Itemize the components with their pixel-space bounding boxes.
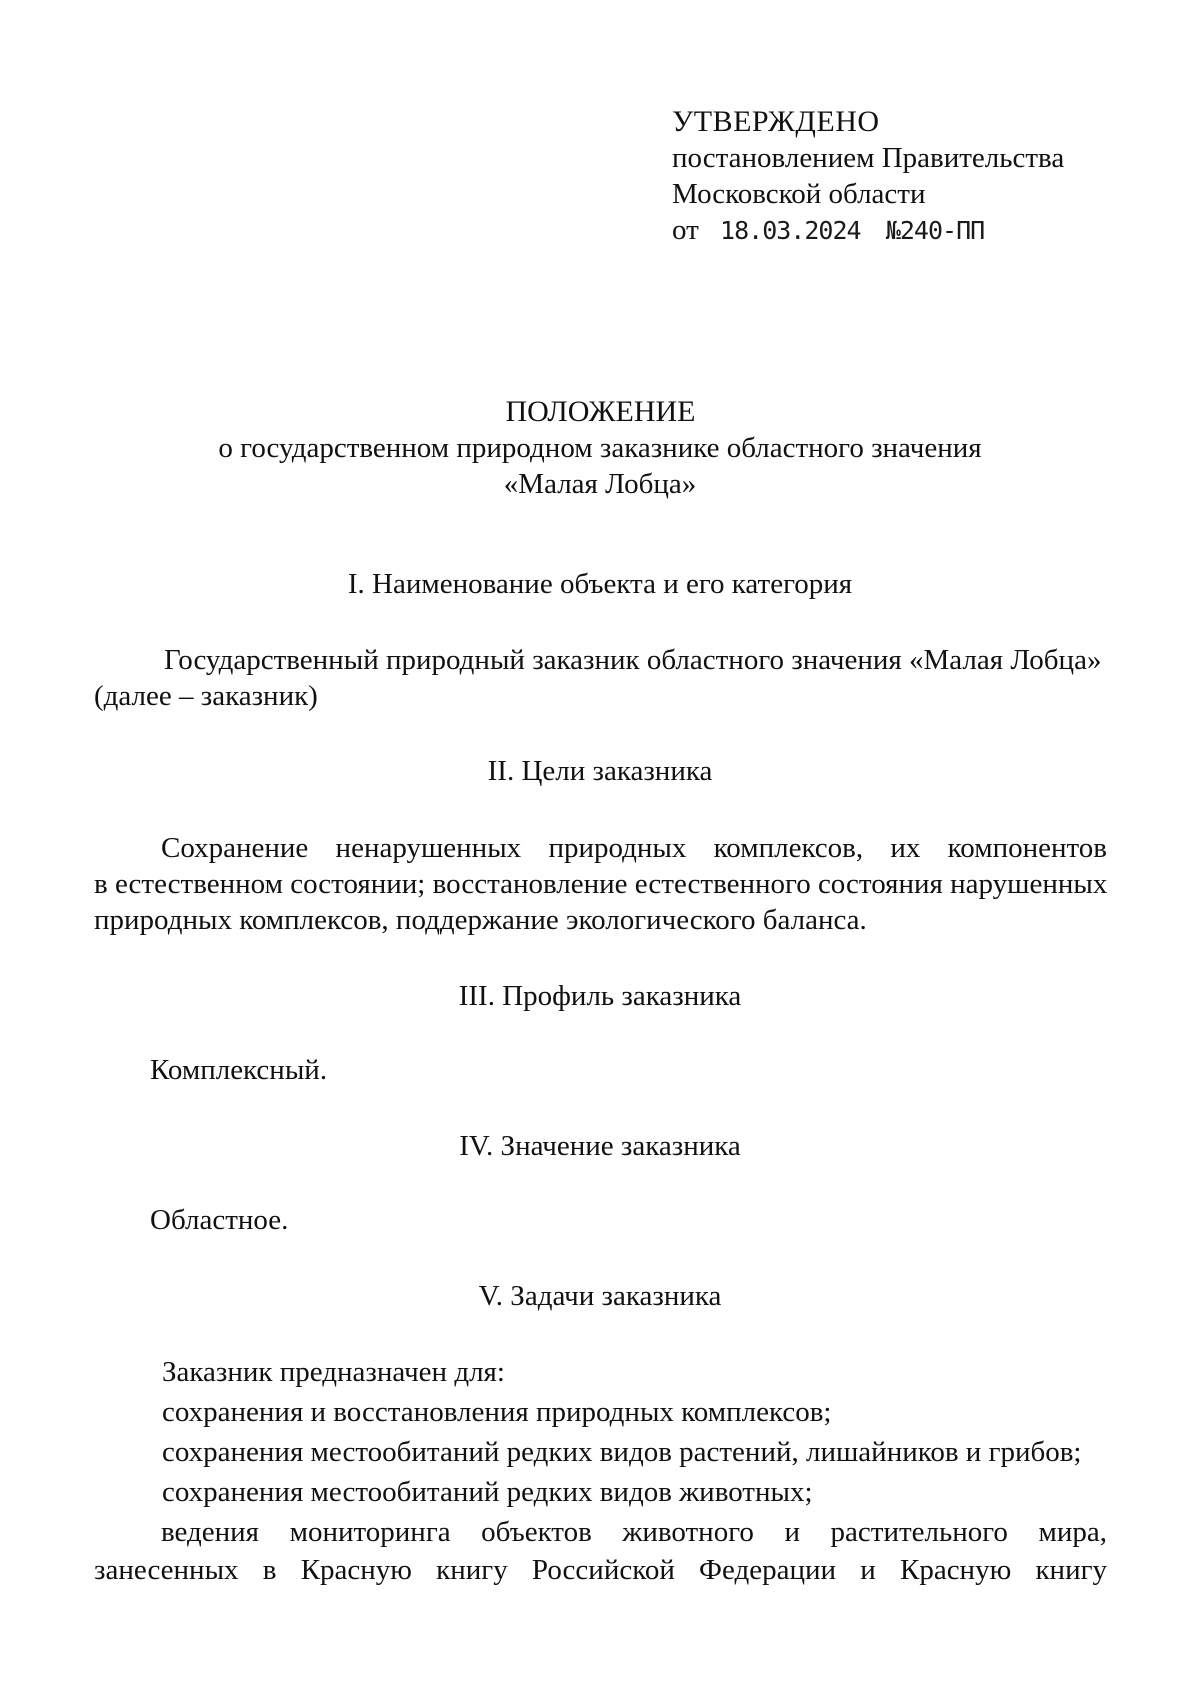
section-1-line-1: Государственный природный заказник областного значения «Малая Лобца» [164,644,1102,676]
section-4-heading: IV. Значение заказника [459,1130,741,1162]
section-2-paragraph [94,830,1107,938]
approval-heading: УТВЕРЖДЕНО [672,105,880,138]
section-5-last-line-2: занесенных в Красную книгу Российской Федерации и Красную книгу [94,1554,1107,1586]
approval-stamp [672,104,1064,248]
approval-date: 18.03.2024 [720,216,861,245]
document-subtitle-line-2: «Малая Лобца» [503,468,697,500]
section-2-line-2: в естественном состоянии; восстановление естественного состояния нарушенных [94,868,1108,900]
section-4-text: Областное. [150,1204,289,1236]
document-subtitle-line-1: о государственном природном заказнике областного значения [218,432,982,464]
section-2-line-1: Сохранение ненарушенных природных комплексов, их компонентов [161,832,1107,864]
approval-date-line [672,212,1064,248]
section-5-last-line-1: ведения мониторинга объектов животного и растительного мира, [161,1516,1107,1548]
approval-line-1: постановлением Правительства [672,142,1065,174]
section-5-heading: V. Задачи заказника [478,1280,722,1312]
section-2-line-3: природных комплексов, поддержание экологического баланса. [94,904,867,936]
section-5-last-paragraph [94,1514,1107,1588]
section-1-heading: I. Наименование объекта и его категория [347,568,853,600]
section-1-paragraph [94,642,1107,714]
approval-line-2: Московской области [672,178,926,210]
date-prefix: от [672,214,699,246]
section-5-item-2: сохранения и восстановления природных комплексов; [162,1396,832,1428]
section-5-item-4: сохранения местообитаний редких видов животных; [162,1476,813,1508]
approval-number: №240-ПП [885,216,985,245]
section-3-text: Комплексный. [150,1054,328,1086]
section-2-heading: II. Цели заказника [487,755,713,787]
section-5-item-1: Заказник предназначен для: [162,1356,505,1388]
document-title: ПОЛОЖЕНИЕ [505,395,696,428]
section-3-heading: III. Профиль заказника [458,980,742,1012]
section-1-line-2: (далее – заказник) [94,680,318,712]
section-5-item-3: сохранения местообитаний редких видов растений, лишайников и грибов; [162,1436,1082,1468]
document-title-block [0,394,1200,502]
